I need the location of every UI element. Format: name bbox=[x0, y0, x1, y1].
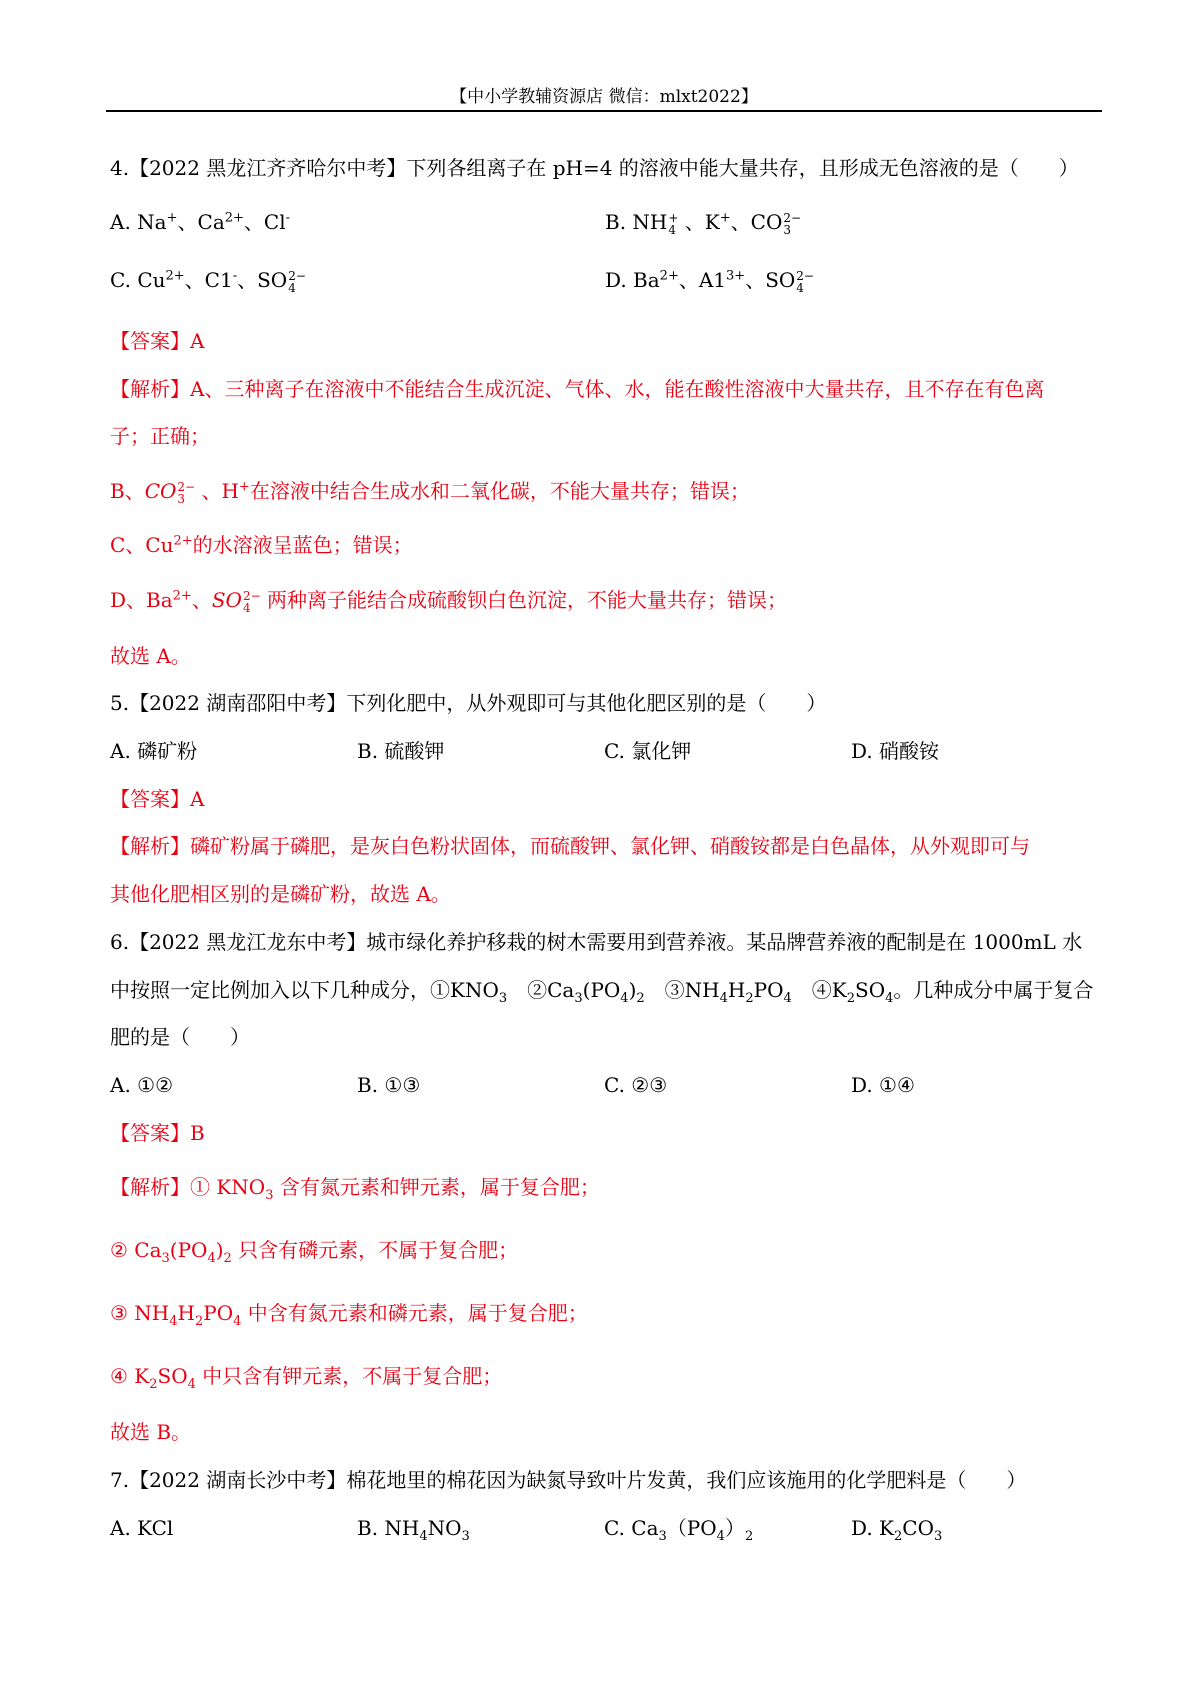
q6-conclusion: 故选 B。 bbox=[110, 1420, 192, 1444]
q6-stem-line1: 6.【2022 黑龙江龙东中考】城市绿化养护移栽的树木需要用到营养液。某品牌营养液的配制是在 1000mL 水 bbox=[110, 930, 1083, 954]
q7-option-c: C. $Ca_3(PO_4)_2$ bbox=[604, 1516, 754, 1544]
q6-explanation-3: ③ $NH_4H_2PO_4$ 中含有氮元素和磷元素，属于复合肥； bbox=[110, 1301, 588, 1329]
q5-answer: 【答案】A bbox=[110, 787, 205, 811]
q6-option-c: C. ②③ bbox=[604, 1073, 668, 1097]
q7-option-a: A. KCl bbox=[110, 1516, 174, 1540]
q6-explanation-4: ④ $K_2SO_4$ 中只含有钾元素，不属于复合肥； bbox=[110, 1364, 503, 1392]
q6-answer: 【答案】B bbox=[110, 1121, 205, 1145]
q6-option-b: B. ①③ bbox=[357, 1073, 421, 1097]
q4-explanation-a-cont: 子；正确； bbox=[110, 424, 210, 448]
q6-option-d: D. ①④ bbox=[851, 1073, 915, 1097]
q6-explanation-1: 【解析】① $KNO_3$ 含有氮元素和钾元素，属于复合肥； bbox=[110, 1175, 600, 1203]
q5-option-c: C. 氯化钾 bbox=[604, 739, 692, 763]
q4-option-d: D. $Ba^{2+}$、$A1^{3+}$、SO 2− 4 bbox=[605, 268, 814, 295]
header-rule bbox=[106, 110, 1102, 112]
q5-stem: 5.【2022 湖南邵阳中考】下列化肥中，从外观即可与其他化肥区别的是（ ） bbox=[110, 691, 827, 715]
q4-explanation-b: B、CO 2− 3 、H+在溶液中结合生成水和二氧化碳，不能大量共存；错误； bbox=[110, 479, 750, 506]
q4-option-b: B. NH + 4 、K+、CO 2− 3 bbox=[605, 210, 802, 237]
q4-explanation-d: D、$Ba^{2+}$、SO 2− 4 两种离子能结合成硫酸钡白色沉淀，不能大量共存；错误； bbox=[110, 588, 787, 615]
q7-option-d: D. $K_2CO_3$ bbox=[851, 1516, 943, 1544]
q4-option-a: A. Na+、$Ca^{2+}$、Cl- bbox=[110, 210, 291, 234]
q6-option-a: A. ①② bbox=[110, 1073, 174, 1097]
q5-option-a: A. 磷矿粉 bbox=[110, 739, 198, 763]
q5-explanation-cont: 其他化肥相区别的是磷矿粉，故选 A。 bbox=[110, 882, 451, 906]
q5-option-b: B. 硫酸钾 bbox=[357, 739, 445, 763]
page-header: 【中小学教辅资源店 微信：mlxt2022】 bbox=[450, 87, 758, 107]
q5-explanation: 【解析】磷矿粉属于磷肥，是灰白色粉状固体，而硫酸钾、氯化钾、硝酸铵都是白色晶体，从外观即可与 bbox=[110, 834, 1030, 858]
q4-answer: 【答案】A bbox=[110, 329, 205, 353]
q4-stem: 4.【2022 黑龙江齐齐哈尔中考】下列各组离子在 pH=4 的溶液中能大量共存，且形成无色溶液的是（ ） bbox=[110, 156, 1079, 180]
q6-stem-line3: 肥的是（ ） bbox=[110, 1025, 250, 1049]
q4-explanation-c: C、$Cu^{2+}$的水溶液呈蓝色；错误； bbox=[110, 533, 413, 557]
q6-explanation-2: ② $Ca_3(PO_4)_2$ 只含有磷元素，不属于复合肥； bbox=[110, 1238, 519, 1266]
q7-stem: 7.【2022 湖南长沙中考】棉花地里的棉花因为缺氮导致叶片发黄，我们应该施用的化学肥料是（ ） bbox=[110, 1468, 1027, 1492]
q7-option-b: B. $NH_4NO_3$ bbox=[357, 1516, 470, 1544]
q5-option-d: D. 硝酸铵 bbox=[851, 739, 940, 763]
q4-conclusion: 故选 A。 bbox=[110, 644, 191, 668]
q6-stem-line2: 中按照一定比例加入以下几种成分，$①KNO_3$ $②Ca_3(PO_4)_2$ $③NH_4H_2PO_4$ $④K_2SO_4$。几种成分中属于复合 bbox=[110, 978, 1094, 1006]
q4-option-c: C. $Cu^{2+}$、C1-、SO 2− 4 bbox=[110, 268, 306, 295]
q4-explanation-a: 【解析】A、三种离子在溶液中不能结合生成沉淀、气体、水，能在酸性溶液中大量共存，且不存在有色离 bbox=[110, 377, 1045, 401]
